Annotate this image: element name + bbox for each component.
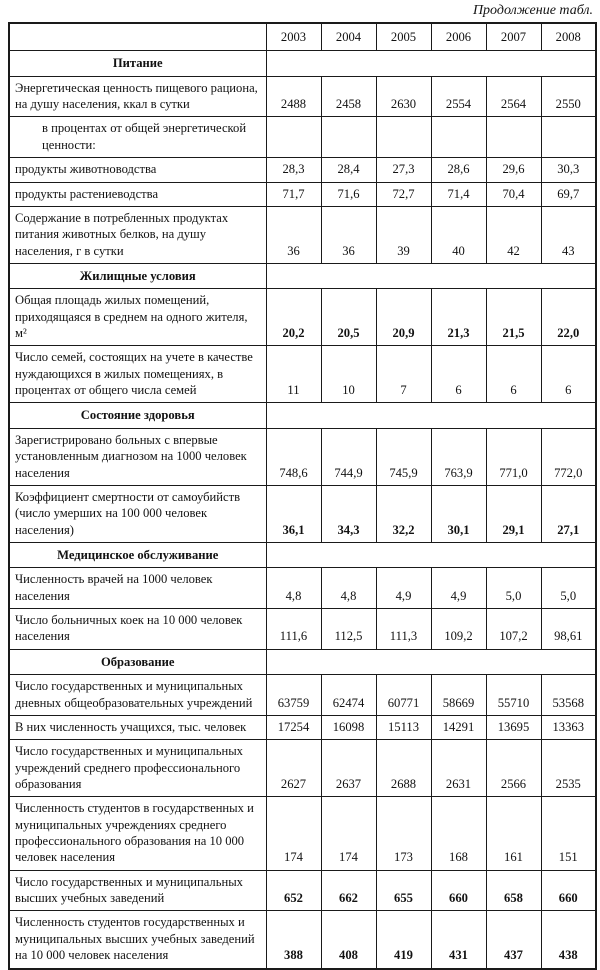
value-cell: 34,3 (321, 485, 376, 542)
value-cell: 4,8 (321, 568, 376, 609)
section-title: Жилищные условия (9, 263, 266, 288)
section-empty-cell (266, 51, 596, 76)
value-cell: 72,7 (376, 182, 431, 206)
value-cell: 763,9 (431, 428, 486, 485)
row-label: Энергетическая ценность пищевого рациона, на душу населения, ккал в сутки (9, 76, 266, 117)
value-cell: 2630 (376, 76, 431, 117)
value-cell: 2566 (486, 740, 541, 797)
table-row (9, 158, 596, 182)
value-cell: 652 (266, 870, 321, 911)
value-cell: 174 (321, 797, 376, 870)
value-cell: 60771 (376, 675, 431, 716)
value-cell: 660 (431, 870, 486, 911)
section-empty-cell (266, 542, 596, 567)
value-cell: 70,4 (486, 182, 541, 206)
value-cell: 111,6 (266, 609, 321, 650)
row-label: Коэффициент смертности от самоубийств (число умерших на 100 000 человек населения) (9, 485, 266, 542)
table-row (9, 346, 596, 403)
section-empty-cell (266, 649, 596, 674)
value-cell: 15113 (376, 715, 431, 739)
value-cell: 5,0 (541, 568, 596, 609)
table-row (9, 485, 596, 542)
row-label: продукты животноводства (9, 158, 266, 182)
section-title: Питание (9, 51, 266, 76)
value-cell: 28,6 (431, 158, 486, 182)
value-cell: 21,3 (431, 289, 486, 346)
value-cell: 109,2 (431, 609, 486, 650)
value-cell: 438 (541, 911, 596, 969)
value-cell: 6 (431, 346, 486, 403)
value-cell: 21,5 (486, 289, 541, 346)
year-header: 2005 (376, 23, 431, 51)
value-cell: 748,6 (266, 428, 321, 485)
value-cell: 4,9 (431, 568, 486, 609)
value-cell: 388 (266, 911, 321, 969)
row-label: Общая площадь жилых помещений, приходящаяся в среднем на одного жителя, м² (9, 289, 266, 346)
value-cell: 2458 (321, 76, 376, 117)
value-cell: 69,7 (541, 182, 596, 206)
value-cell: 2637 (321, 740, 376, 797)
value-cell: 771,0 (486, 428, 541, 485)
value-cell: 2627 (266, 740, 321, 797)
value-cell: 11 (266, 346, 321, 403)
value-cell: 437 (486, 911, 541, 969)
value-cell: 71,4 (431, 182, 486, 206)
table-row (9, 289, 596, 346)
value-cell: 10 (321, 346, 376, 403)
value-cell: 662 (321, 870, 376, 911)
value-cell: 660 (541, 870, 596, 911)
value-cell: 71,6 (321, 182, 376, 206)
table-row (9, 206, 596, 263)
value-cell: 28,4 (321, 158, 376, 182)
value-cell (321, 117, 376, 158)
value-cell: 62474 (321, 675, 376, 716)
value-cell: 151 (541, 797, 596, 870)
value-cell: 27,3 (376, 158, 431, 182)
value-cell: 30,3 (541, 158, 596, 182)
year-header-row (9, 23, 596, 51)
row-label: Число государственных и муниципальных высших учебных заведений (9, 870, 266, 911)
section-row (9, 51, 596, 76)
value-cell: 20,5 (321, 289, 376, 346)
value-cell (376, 117, 431, 158)
value-cell: 28,3 (266, 158, 321, 182)
value-cell: 7 (376, 346, 431, 403)
table-row (9, 715, 596, 739)
value-cell: 20,2 (266, 289, 321, 346)
value-cell: 29,1 (486, 485, 541, 542)
value-cell: 658 (486, 870, 541, 911)
table-row (9, 76, 596, 117)
value-cell: 53568 (541, 675, 596, 716)
section-empty-cell (266, 403, 596, 428)
section-row (9, 403, 596, 428)
value-cell: 22,0 (541, 289, 596, 346)
value-cell: 42 (486, 206, 541, 263)
value-cell: 655 (376, 870, 431, 911)
year-header: 2004 (321, 23, 376, 51)
value-cell: 30,1 (431, 485, 486, 542)
table-row (9, 911, 596, 969)
value-cell: 2688 (376, 740, 431, 797)
section-title: Медицинское обслуживание (9, 542, 266, 567)
row-label: Число государственных и муниципальных учреждений среднего профессионального образования (9, 740, 266, 797)
year-header: 2008 (541, 23, 596, 51)
value-cell: 772,0 (541, 428, 596, 485)
value-cell: 36 (266, 206, 321, 263)
row-label: в процентах от общей энергетической ценности: (9, 117, 266, 158)
table-row (9, 182, 596, 206)
table-row (9, 675, 596, 716)
value-cell: 27,1 (541, 485, 596, 542)
value-cell: 55710 (486, 675, 541, 716)
year-header: 2007 (486, 23, 541, 51)
value-cell: 6 (541, 346, 596, 403)
table-row (9, 609, 596, 650)
row-label: продукты растениеводства (9, 182, 266, 206)
value-cell: 32,2 (376, 485, 431, 542)
value-cell: 2564 (486, 76, 541, 117)
value-cell: 43 (541, 206, 596, 263)
value-cell: 431 (431, 911, 486, 969)
value-cell: 745,9 (376, 428, 431, 485)
corner-empty-cell (9, 23, 266, 51)
value-cell: 6 (486, 346, 541, 403)
value-cell: 168 (431, 797, 486, 870)
value-cell: 98,61 (541, 609, 596, 650)
section-title: Образование (9, 649, 266, 674)
row-label: Численность врачей на 1000 человек населения (9, 568, 266, 609)
section-title: Состояние здоровья (9, 403, 266, 428)
value-cell: 744,9 (321, 428, 376, 485)
table-row (9, 568, 596, 609)
value-cell: 111,3 (376, 609, 431, 650)
value-cell: 63759 (266, 675, 321, 716)
value-cell: 2550 (541, 76, 596, 117)
value-cell: 2554 (431, 76, 486, 117)
row-label: Численность студентов государственных и муниципальных высших учебных заведений на 10 000 человек населения (9, 911, 266, 969)
section-row (9, 649, 596, 674)
value-cell: 13695 (486, 715, 541, 739)
row-label: Зарегистрировано больных с впервые установленным диагнозом на 1000 человек населения (9, 428, 266, 485)
value-cell: 71,7 (266, 182, 321, 206)
value-cell: 39 (376, 206, 431, 263)
value-cell: 36 (321, 206, 376, 263)
row-label: Численность студентов в государственных и муниципальных учреждениях среднего профессионального образования на 10 000 человек населения (9, 797, 266, 870)
row-label: Содержание в потребленных продуктах питания животных белков, на душу населения, г в сутки (9, 206, 266, 263)
value-cell: 161 (486, 797, 541, 870)
value-cell: 419 (376, 911, 431, 969)
table-continuation-note: Продолжение табл. (472, 3, 593, 18)
value-cell: 40 (431, 206, 486, 263)
value-cell: 17254 (266, 715, 321, 739)
row-label: Число семей, состоящих на учете в качестве нуждающихся в жилых помещениях, в процентах от общего числа семей (9, 346, 266, 403)
table-row (9, 870, 596, 911)
value-cell: 408 (321, 911, 376, 969)
value-cell: 174 (266, 797, 321, 870)
value-cell (431, 117, 486, 158)
value-cell: 20,9 (376, 289, 431, 346)
value-cell: 13363 (541, 715, 596, 739)
row-label: В них численность учащихся, тыс. человек (9, 715, 266, 739)
value-cell: 173 (376, 797, 431, 870)
value-cell: 4,9 (376, 568, 431, 609)
value-cell: 107,2 (486, 609, 541, 650)
row-label: Число государственных и муниципальных дневных общеобразовательных учреждений (9, 675, 266, 716)
value-cell: 4,8 (266, 568, 321, 609)
value-cell: 2488 (266, 76, 321, 117)
value-cell: 36,1 (266, 485, 321, 542)
value-cell: 16098 (321, 715, 376, 739)
row-label: Число больничных коек на 10 000 человек населения (9, 609, 266, 650)
year-header: 2003 (266, 23, 321, 51)
value-cell: 14291 (431, 715, 486, 739)
table-row (9, 117, 596, 158)
value-cell (541, 117, 596, 158)
year-header: 2006 (431, 23, 486, 51)
value-cell (486, 117, 541, 158)
section-row (9, 542, 596, 567)
value-cell: 2631 (431, 740, 486, 797)
section-row (9, 263, 596, 288)
table-row (9, 797, 596, 870)
statistics-table (8, 22, 597, 970)
value-cell: 5,0 (486, 568, 541, 609)
value-cell: 2535 (541, 740, 596, 797)
value-cell (266, 117, 321, 158)
table-row (9, 428, 596, 485)
value-cell: 29,6 (486, 158, 541, 182)
value-cell: 58669 (431, 675, 486, 716)
section-empty-cell (266, 263, 596, 288)
value-cell: 112,5 (321, 609, 376, 650)
table-row (9, 740, 596, 797)
